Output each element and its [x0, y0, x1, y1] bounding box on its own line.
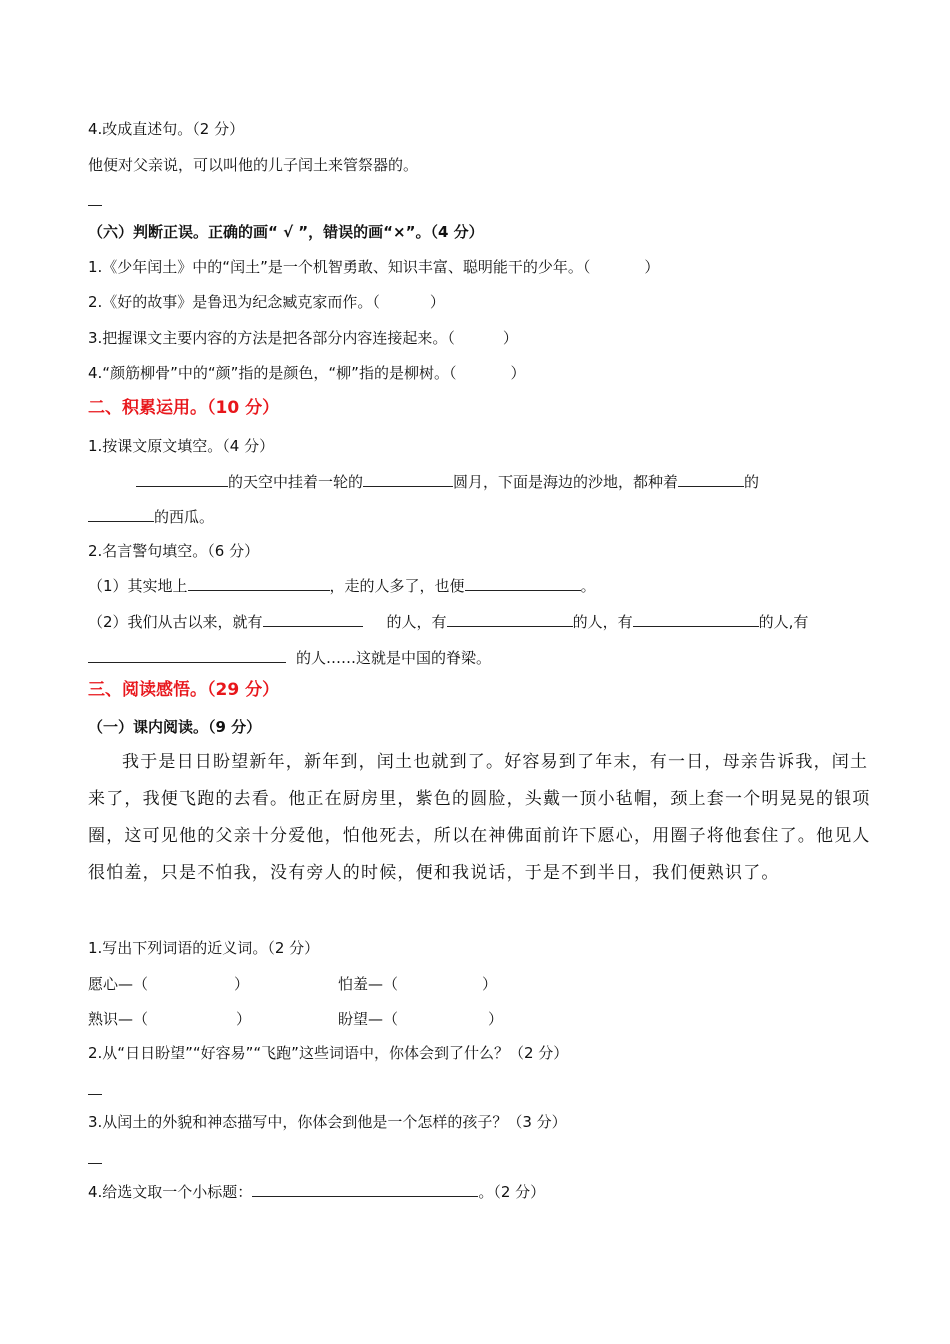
answer-line[interactable]	[88, 205, 102, 206]
blank-7[interactable]	[263, 612, 363, 627]
blank-3[interactable]	[678, 472, 744, 487]
blank-title[interactable]	[252, 1182, 478, 1197]
blank-6[interactable]	[465, 576, 581, 591]
quote-fill-2: （2）我们从古以来，就有 的人，有 的人，有 的人,有	[88, 613, 809, 631]
synonym-prompt: 1.写出下列词语的近义词。（2 分）	[88, 939, 320, 957]
part3-heading: 三、阅读感悟。（29 分）	[88, 680, 280, 700]
answer-line[interactable]	[88, 1163, 102, 1164]
fill-text-line1: 的天空中挂着一轮的 圆月，下面是海边的沙地，都种着 的	[136, 472, 759, 492]
judge-item-1: 1.《少年闰土》中的“闰土”是一个机智勇敢、知识丰富、聪明能干的少年。（ ）	[88, 258, 660, 276]
question-title: 4.给选文取一个小标题： 。（2 分）	[88, 1183, 546, 1201]
synonym-item-2: 怕羞—（ ）	[338, 975, 498, 993]
judge-item-3: 3.把握课文主要内容的方法是把各部分内容连接起来。（ ）	[88, 329, 518, 347]
blank-8[interactable]	[447, 612, 573, 627]
quote-fill-2-end: 的人……这就是中国的脊梁。	[88, 648, 491, 668]
answer-line[interactable]	[88, 1094, 102, 1095]
question-rewrite-sentence: 他便对父亲说，可以叫他的儿子闰土来管祭器的。	[88, 156, 419, 174]
reading-sub-title: （一）课内阅读。（9 分）	[88, 718, 262, 736]
synonym-item-3: 熟识—（ ）	[88, 1010, 252, 1028]
reading-passage: 我于是日日盼望新年，新年到，闰土也就到了。好容易到了年末，有一日，母亲告诉我，闰土来了，我便飞跑的去看。他正在厨房里，紫色的圆脸，头戴一顶小毡帽，颈上套一个明晃晃的银项圈，这可见他的父亲十分爱他，怕他死去，所以在神佛面前许下愿心，用圈子将他套住了。他见人很怕羞，只是不怕我，没有旁人的时候，便和我说话，于是不到半日，我们便熟识了。	[88, 752, 871, 883]
blank-5[interactable]	[188, 576, 330, 591]
blank-1[interactable]	[136, 472, 228, 487]
fill-text-prompt: 1.按课文原文填空。（4 分）	[88, 437, 275, 455]
blank-2[interactable]	[363, 472, 453, 487]
question-feeling: 2.从“日日盼望”“好容易”“飞跑”这些词语中，你体会到了什么？（2 分）	[88, 1044, 569, 1062]
quote-fill-prompt: 2.名言警句填空。（6 分）	[88, 542, 260, 560]
synonym-item-1: 愿心—（ ）	[88, 975, 250, 993]
fill-text-line2: 的西瓜。	[88, 507, 214, 527]
judge-item-2: 2.《好的故事》是鲁迅为纪念臧克家而作。（ ）	[88, 293, 445, 311]
section-judge-title: （六）判断正误。正确的画“ √ ”，错误的画“×”。（4 分）	[88, 223, 484, 241]
synonym-item-4: 盼望—（ ）	[338, 1010, 504, 1028]
blank-10[interactable]	[88, 648, 286, 663]
question-character: 3.从闰土的外貌和神态描写中，你体会到他是一个怎样的孩子？（3 分）	[88, 1113, 567, 1131]
blank-4[interactable]	[88, 507, 154, 522]
quote-fill-1: （1）其实地上 ，走的人多了，也便 。	[88, 577, 596, 595]
blank-9[interactable]	[633, 612, 759, 627]
question-rewrite-prompt: 4.改成直述句。（2 分）	[88, 120, 245, 138]
part2-heading: 二、积累运用。（10 分）	[88, 398, 280, 418]
judge-item-4: 4.“颜筋柳骨”中的“颜”指的是颜色，“柳”指的是柳树。（ ）	[88, 364, 526, 382]
